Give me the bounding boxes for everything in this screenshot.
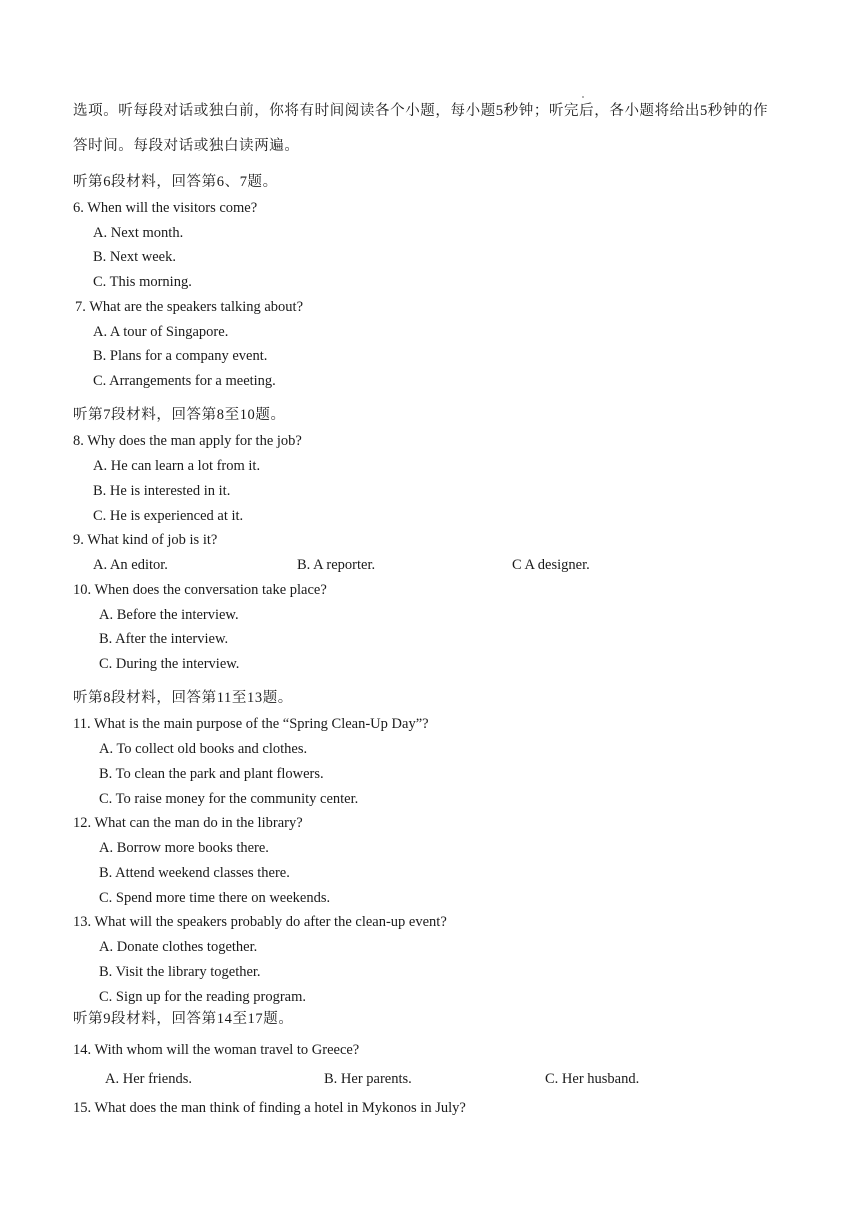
question-14-option-a: A. Her friends. (105, 1071, 192, 1087)
section-heading-8: 听第8段材料，回答第11至13题。 (73, 690, 293, 706)
question-6-option-b: B. Next week. (93, 249, 176, 265)
question-8-stem: 8. Why does the man apply for the job? (73, 433, 302, 449)
question-12-stem: 12. What can the man do in the library? (73, 815, 303, 831)
question-11-stem: 11. What is the main purpose of the “Spring Clean-Up Day”? (73, 716, 429, 732)
question-7-option-c: C. Arrangements for a meeting. (93, 373, 276, 389)
question-13-option-b: B. Visit the library together. (99, 964, 261, 980)
question-9-option-c: C A designer. (512, 557, 590, 573)
question-9-stem: 9. What kind of job is it? (73, 532, 218, 548)
question-6-option-c: C. This morning. (93, 274, 192, 290)
question-12-option-a: A. Borrow more books there. (99, 840, 269, 856)
question-10-option-c: C. During the interview. (99, 656, 240, 672)
question-11-option-a: A. To collect old books and clothes. (99, 741, 308, 757)
question-14-option-b: B. Her parents. (324, 1071, 412, 1087)
section-heading-6: 听第6段材料，回答第6、7题。 (73, 174, 278, 190)
question-14-stem: 14. With whom will the woman travel to Greece? (73, 1042, 360, 1058)
question-10-option-b: B. After the interview. (99, 631, 229, 647)
question-14-option-c: C. Her husband. (545, 1071, 640, 1087)
question-12-option-c: C. Spend more time there on weekends. (99, 890, 331, 906)
question-7-option-a: A. A tour of Singapore. (93, 324, 229, 340)
question-9-option-a: A. An editor. (93, 557, 168, 573)
instructions-line-2: 答时间。每段对话或独白读两遍。 (73, 138, 300, 154)
question-9-option-b: B. A reporter. (297, 557, 376, 573)
question-12-option-b: B. Attend weekend classes there. (99, 865, 290, 881)
question-8-option-a: A. He can learn a lot from it. (93, 458, 261, 474)
question-6-option-a: A. Next month. (93, 225, 184, 241)
question-11-option-b: B. To clean the park and plant flowers. (99, 766, 324, 782)
question-8-option-c: C. He is experienced at it. (93, 508, 244, 524)
question-11-option-c: C. To raise money for the community center. (99, 791, 359, 807)
section-heading-7: 听第7段材料，回答第8至10题。 (73, 407, 286, 423)
question-13-option-c: C. Sign up for the reading program. (99, 989, 306, 1005)
question-13-stem: 13. What will the speakers probably do after the clean-up event? (73, 914, 447, 930)
question-10-stem: 10. When does the conversation take place? (73, 582, 327, 598)
question-6-stem: 6. When will the visitors come? (73, 200, 258, 216)
question-7-stem: 7. What are the speakers talking about? (75, 299, 304, 315)
question-7-option-b: B. Plans for a company event. (93, 348, 268, 364)
question-8-option-b: B. He is interested in it. (93, 483, 231, 499)
section-heading-9: 听第9段材料，回答第14至17题。 (73, 1011, 294, 1027)
question-15-stem: 15. What does the man think of finding a hotel in Mykonos in July? (73, 1100, 466, 1116)
question-13-option-a: A. Donate clothes together. (99, 939, 258, 955)
question-10-option-a: A. Before the interview. (99, 607, 239, 623)
instructions-line-1: 选项。听每段对话或独白前，你将有时间阅读各个小题，每小题5秒钟；听完后，各小题将给出5秒钟的作 (73, 103, 769, 119)
scan-speck (582, 96, 584, 98)
